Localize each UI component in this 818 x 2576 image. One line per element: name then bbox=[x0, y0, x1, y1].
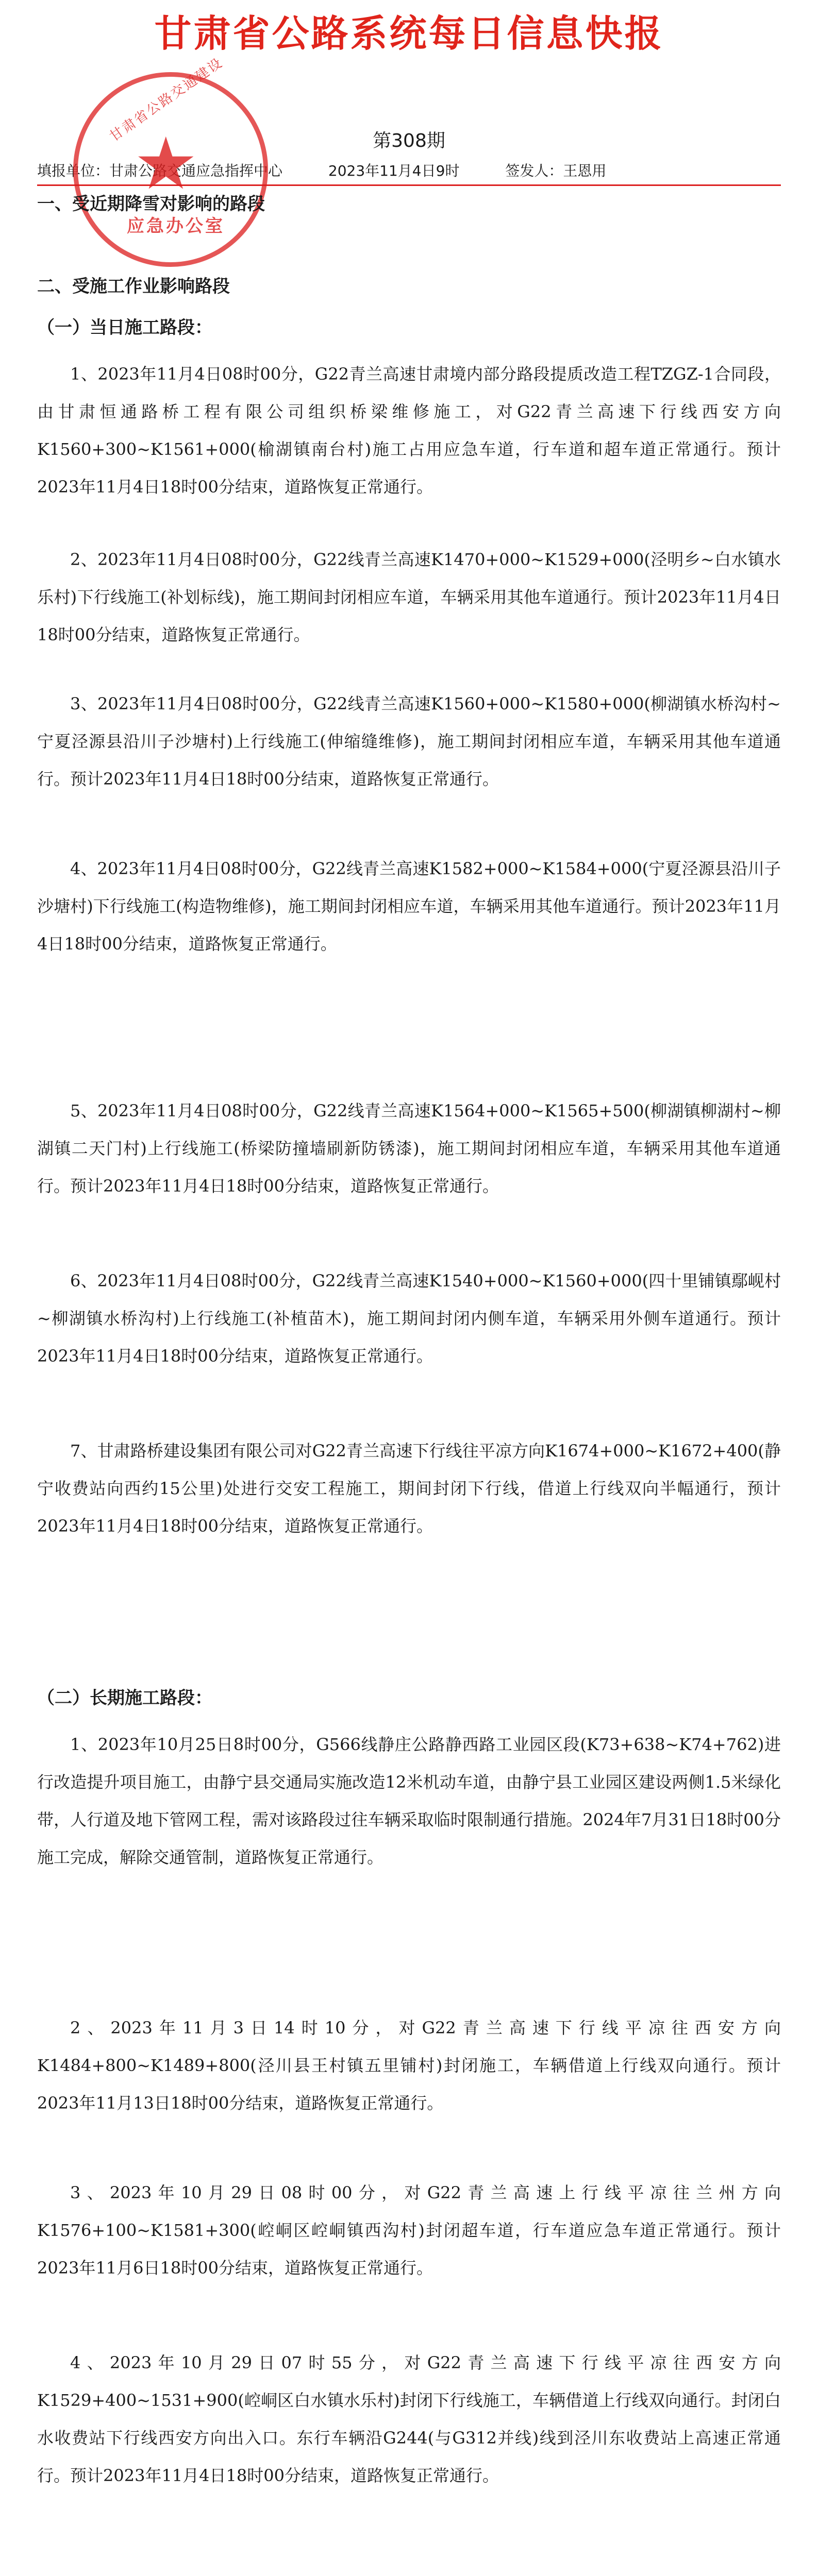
item-current-4: 4、2023年11月4日08时00分，G22线青兰高速K1582+000~K1584+000(宁夏泾源县沿川子沙塘村)下行线施工(构造物维修)，施工期间封闭相应车道，车辆采用其他车道通行。预计2023年11月4日18时00分结束，道路恢复正常通行。 bbox=[37, 859, 781, 954]
item-current-5: 5、2023年11月4日08时00分，G22线青兰高速K1564+000~K1565+500(柳湖镇柳湖村~柳湖镇二天门村)上行线施工(桥梁防撞墙刷新防锈漆)，施工期间封闭相应车道，车辆采用其他车道通行。预计2023年11月4日18时00分结束，道路恢复正常通行。 bbox=[37, 1101, 781, 1196]
item-longterm-2: 2、2023年11月3日14时10分，对G22青兰高速下行线平凉往西安方向K1484+800~K1489+800(泾川县王村镇五里铺村)封闭施工，车辆借道上行线双向通行。预计2023年11月13日18时00分结束，道路恢复正常通行。 bbox=[37, 2018, 781, 2113]
item-longterm-4: 4、2023年10月29日07时55分，对G22青兰高速下行线平凉往西安方向K1529+400~1531+900(崆峒区白水镇水乐村)封闭下行线施工，车辆借道上行线双向通行。封闭白水收费站下行线西安方向出入口。东行车辆沿G244(与G312并线)线到泾川东收费站上高速正常通行。预计2023年11月4日18时00分结束，道路恢复正常通行。 bbox=[37, 2353, 781, 2485]
subsection-longterm: （二）长期施工路段： bbox=[37, 1688, 212, 1708]
item-longterm-3: 3、2023年10月29日08时00分，对G22青兰高速上行线平凉往兰州方向K1576+100~K1581+300(崆峒区崆峒镇西沟村)封闭超车道，行车道应急车道正常通行。预计2023年11月6日18时00分结束，道路恢复正常通行。 bbox=[37, 2183, 781, 2278]
issue-number: 第308期 bbox=[373, 130, 445, 151]
signer: 签发人：王恩用 bbox=[505, 162, 607, 179]
bulletin-title: 甘肃省公路系统每日信息快报 bbox=[154, 11, 664, 55]
item-current-2: 2、2023年11月4日08时00分，G22线青兰高速K1470+000~K1529+000(泾明乡~白水镇水乐村)下行线施工(补划标线)，施工期间封闭相应车道，车辆采用其他车道通行。预计2023年11月4日18时00分结束，道路恢复正常通行。 bbox=[37, 550, 781, 645]
item-longterm-1: 1、2023年10月25日8时00分，G566线静庄公路静西路工业园区段(K73+638~K74+762)进行改造提升项目施工，由静宁县交通局实施改造12米机动车道，由静宁县工业园区建设两侧1.5米绿化带，人行道及地下管网工程，需对该路段过往车辆采取临时限制通行措施。2024年7月31日18时00分施工完成，解除交通管制，道路恢复正常通行。 bbox=[37, 1735, 781, 1867]
section-heading-1: 一、受近期降雪对影响的路段 bbox=[37, 194, 265, 214]
reporting-unit: 填报单位：甘肃公路交通应急指挥中心 bbox=[37, 162, 283, 179]
report-date: 2023年11月4日9时 bbox=[328, 162, 460, 179]
item-current-6: 6、2023年11月4日08时00分，G22线青兰高速K1540+000~K1560+000(四十里铺镇鄢岘村~柳湖镇水桥沟村)上行线施工(补植苗木)，施工期间封闭内侧车道，车辆采用外侧车道通行。预计2023年11月4日18时00分结束，道路恢复正常通行。 bbox=[37, 1271, 781, 1366]
seal-ring-text: 甘肃省公路交通建设 bbox=[107, 55, 226, 145]
item-current-1: 1、2023年11月4日08时00分，G22青兰高速甘肃境内部分路段提质改造工程TZGZ-1合同段，由甘肃恒通路桥工程有限公司组织桥梁维修施工，对G22青兰高速下行线西安方向K1560+300~K1561+000(榆湖镇南台村)施工占用应急车道，行车道和超车道正常通行。预计2023年11月4日18时00分结束，道路恢复正常通行。 bbox=[37, 364, 781, 497]
seal-star-icon: ★ bbox=[133, 122, 198, 206]
item-current-3: 3、2023年11月4日08时00分，G22线青兰高速K1560+000~K1580+000(柳湖镇水桥沟村~宁夏泾源县沿川子沙塘村)上行线施工(伸缩缝维修)，施工期间封闭相应车道，车辆采用其他车道通行。预计2023年11月4日18时00分结束，道路恢复正常通行。 bbox=[37, 694, 781, 789]
seal-bottom-text: 应急办公室 bbox=[127, 216, 225, 236]
item-current-7: 7、甘肃路桥建设集团有限公司对G22青兰高速下行线往平凉方向K1674+000~K1672+400(静宁收费站向西约15公里)处进行交安工程施工，期间封闭下行线，借道上行线双向半幅通行，预计2023年11月4日18时00分结束，道路恢复正常通行。 bbox=[37, 1441, 781, 1536]
section-heading-2: 二、受施工作业影响路段 bbox=[37, 276, 230, 297]
subsection-current: （一）当日施工路段： bbox=[37, 317, 212, 338]
official-seal bbox=[73, 55, 268, 267]
